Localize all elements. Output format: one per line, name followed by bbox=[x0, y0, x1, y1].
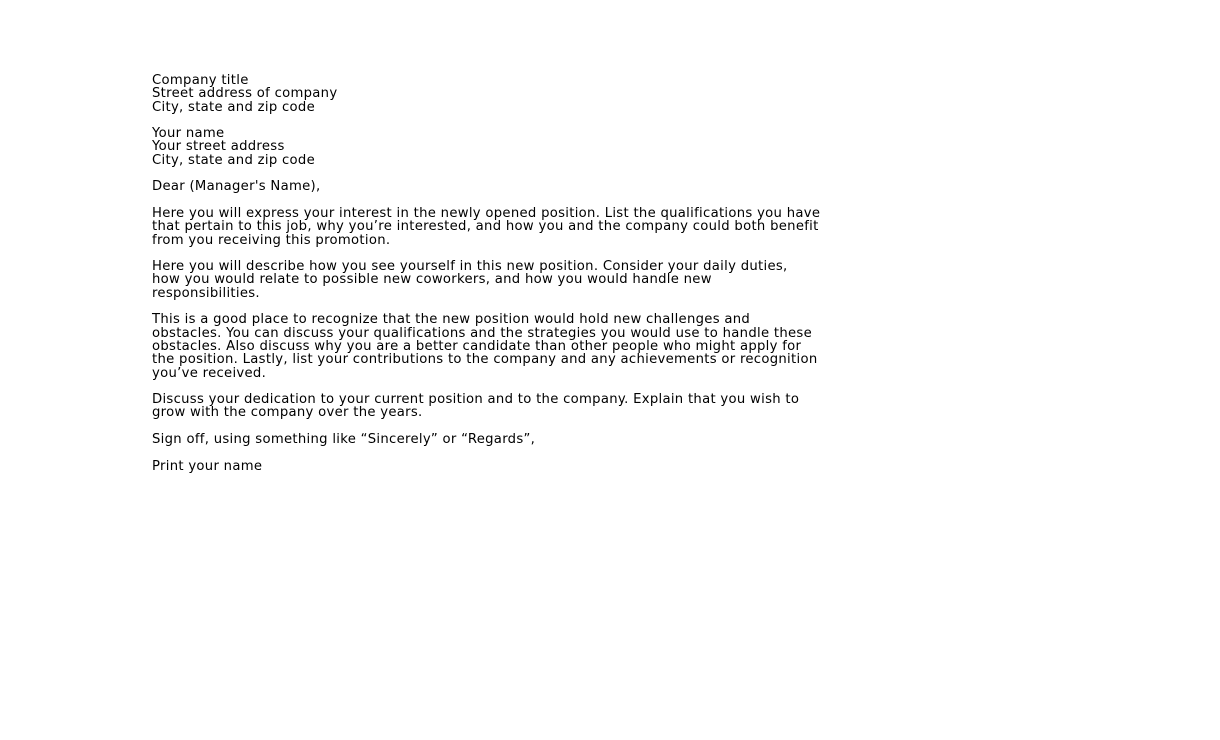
paragraph-line: you’ve received. bbox=[152, 365, 267, 381]
salutation-text: Dear (Manager's Name), bbox=[152, 179, 321, 195]
paragraph-line: obstacles. Also discuss why you are a better candidate than other people who might apply for bbox=[152, 338, 802, 354]
sender-address bbox=[152, 127, 1082, 167]
recipient-address bbox=[152, 74, 1082, 114]
paragraph-line: responsibilities. bbox=[152, 285, 260, 301]
letter-body bbox=[152, 74, 1082, 486]
salutation bbox=[152, 180, 1082, 193]
paragraph-vision bbox=[152, 260, 1082, 300]
signoff-text: Sign off, using something like “Sincerely” or “Regards”, bbox=[152, 432, 536, 448]
printed-name bbox=[152, 460, 1082, 473]
paragraph-line: the position. Lastly, list your contributions to the company and any achievements or recognition bbox=[152, 352, 818, 368]
recipient-city: City, state and zip code bbox=[152, 99, 315, 115]
paragraph-line: Discuss your dedication to your current position and to the company. Explain that you wish to bbox=[152, 392, 800, 408]
paragraph-line: obstacles. You can discuss your qualifications and the strategies you would use to handle these bbox=[152, 325, 813, 341]
paragraph-line: that pertain to this job, why you’re interested, and how you and the company could both benefit bbox=[152, 219, 819, 235]
sender-name: Your name bbox=[152, 126, 225, 142]
paragraph-challenges bbox=[152, 313, 1082, 379]
recipient-street: Street address of company bbox=[152, 86, 338, 102]
paragraph-dedication bbox=[152, 393, 1082, 420]
recipient-company: Company title bbox=[152, 73, 249, 88]
paragraph-line: how you would relate to possible new coworkers, and how you would handle new bbox=[152, 272, 712, 288]
paragraph-line: This is a good place to recognize that the new position would hold new challenges and bbox=[152, 312, 751, 328]
sender-street: Your street address bbox=[152, 139, 285, 155]
signoff bbox=[152, 433, 1082, 446]
printed-name-text: Print your name bbox=[152, 458, 263, 474]
paragraph-line: from you receiving this promotion. bbox=[152, 232, 391, 248]
paragraph-interest bbox=[152, 207, 1082, 247]
paragraph-line: Here you will express your interest in the newly opened position. List the qualifications you have bbox=[152, 205, 821, 221]
paragraph-line: grow with the company over the years. bbox=[152, 405, 423, 421]
sender-city: City, state and zip code bbox=[152, 152, 315, 168]
paragraph-line: Here you will describe how you see yourself in this new position. Consider your daily duties, bbox=[152, 259, 788, 275]
